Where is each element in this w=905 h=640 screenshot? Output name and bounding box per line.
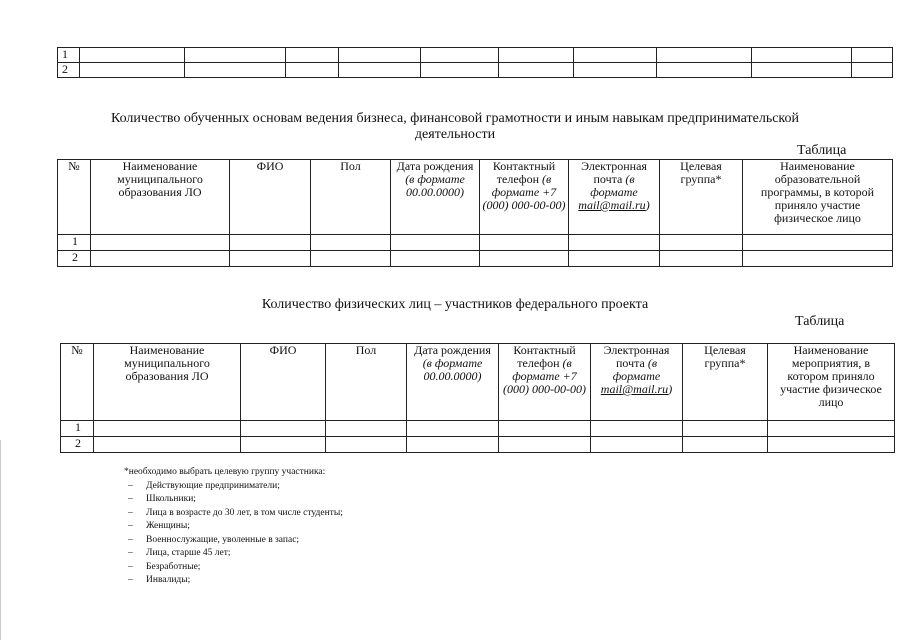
col-header-group: Целевая группа* bbox=[660, 160, 743, 235]
list-item: – Безработные; bbox=[128, 561, 201, 572]
col-header-municipality: Наименование муниципального образования ЛО bbox=[94, 344, 241, 421]
col-header-no: № bbox=[58, 160, 91, 235]
section1-table-label: Таблица bbox=[797, 143, 847, 158]
list-item: – Школьники; bbox=[128, 494, 196, 504]
col-header-municipality: Наименование муниципального образования ЛО bbox=[91, 160, 230, 235]
scan-edge-line bbox=[0, 440, 1, 640]
row-number: 2 bbox=[58, 251, 91, 267]
col-header-email: Электронная почта (в формате mail@mail.ru) bbox=[569, 160, 660, 235]
list-item: – Женщины; bbox=[128, 521, 190, 531]
section1-title: Количество обученных основам ведения бизнеса, финансовой грамотности и иным навыкам предпринимательской деятельности bbox=[110, 111, 800, 142]
col-header-fio: ФИО bbox=[241, 344, 326, 421]
col-header-sex: Пол bbox=[311, 160, 391, 235]
list-item: – Действующие предприниматели; bbox=[128, 480, 280, 491]
footnote-intro: *необходимо выбрать целевую группу участника: bbox=[124, 467, 326, 477]
row-number: 1 bbox=[61, 421, 94, 437]
table-row bbox=[58, 63, 893, 78]
col-header-dob: Дата рождения (в формате 00.00.0000) bbox=[391, 160, 480, 235]
col-header-phone: Контактный телефон (в формате +7 (000) 000-00-00) bbox=[480, 160, 569, 235]
row-number: 1 bbox=[58, 235, 91, 251]
col-header-fio: ФИО bbox=[230, 160, 311, 235]
list-item: – Лица в возрасте до 30 лет, в том числе студенты; bbox=[128, 507, 343, 518]
col-header-event: Наименование мероприятия, в котором приняло участие физическое лицо bbox=[768, 344, 895, 421]
list-item: – Инвалиды; bbox=[128, 575, 191, 585]
col-header-sex: Пол bbox=[326, 344, 407, 421]
table-row bbox=[58, 251, 893, 267]
col-header-program: Наименование образовательной программы, в которой приняло участие физическое лицо bbox=[743, 160, 893, 235]
participants-table bbox=[60, 343, 895, 453]
list-item: – Военнослужащие, уволенные в запас; bbox=[128, 534, 300, 545]
table-row bbox=[61, 421, 895, 437]
table-row bbox=[61, 437, 895, 453]
col-header-group: Целевая группа* bbox=[683, 344, 768, 421]
header-row bbox=[58, 160, 893, 235]
top-table bbox=[57, 47, 893, 78]
section2-table-label: Таблица bbox=[795, 314, 845, 329]
col-header-email: Электронная почта (в формате mail@mail.ru) bbox=[591, 344, 683, 421]
table-row bbox=[58, 235, 893, 251]
col-header-dob: Дата рождения (в формате 00.00.0000) bbox=[407, 344, 499, 421]
row-number: 2 bbox=[58, 63, 80, 78]
col-header-no: № bbox=[61, 344, 94, 421]
row-number: 1 bbox=[58, 48, 80, 63]
list-item: – Лица, старше 45 лет; bbox=[128, 548, 231, 558]
row-number: 2 bbox=[61, 437, 94, 453]
table-row bbox=[58, 48, 893, 63]
header-row bbox=[61, 344, 895, 421]
trained-table bbox=[57, 159, 893, 267]
section2-title: Количество физических лиц – участников федерального проекта bbox=[261, 297, 649, 312]
target-group-footnote bbox=[124, 466, 343, 588]
col-header-phone: Контактный телефон (в формате +7 (000) 000-00-00) bbox=[499, 344, 591, 421]
